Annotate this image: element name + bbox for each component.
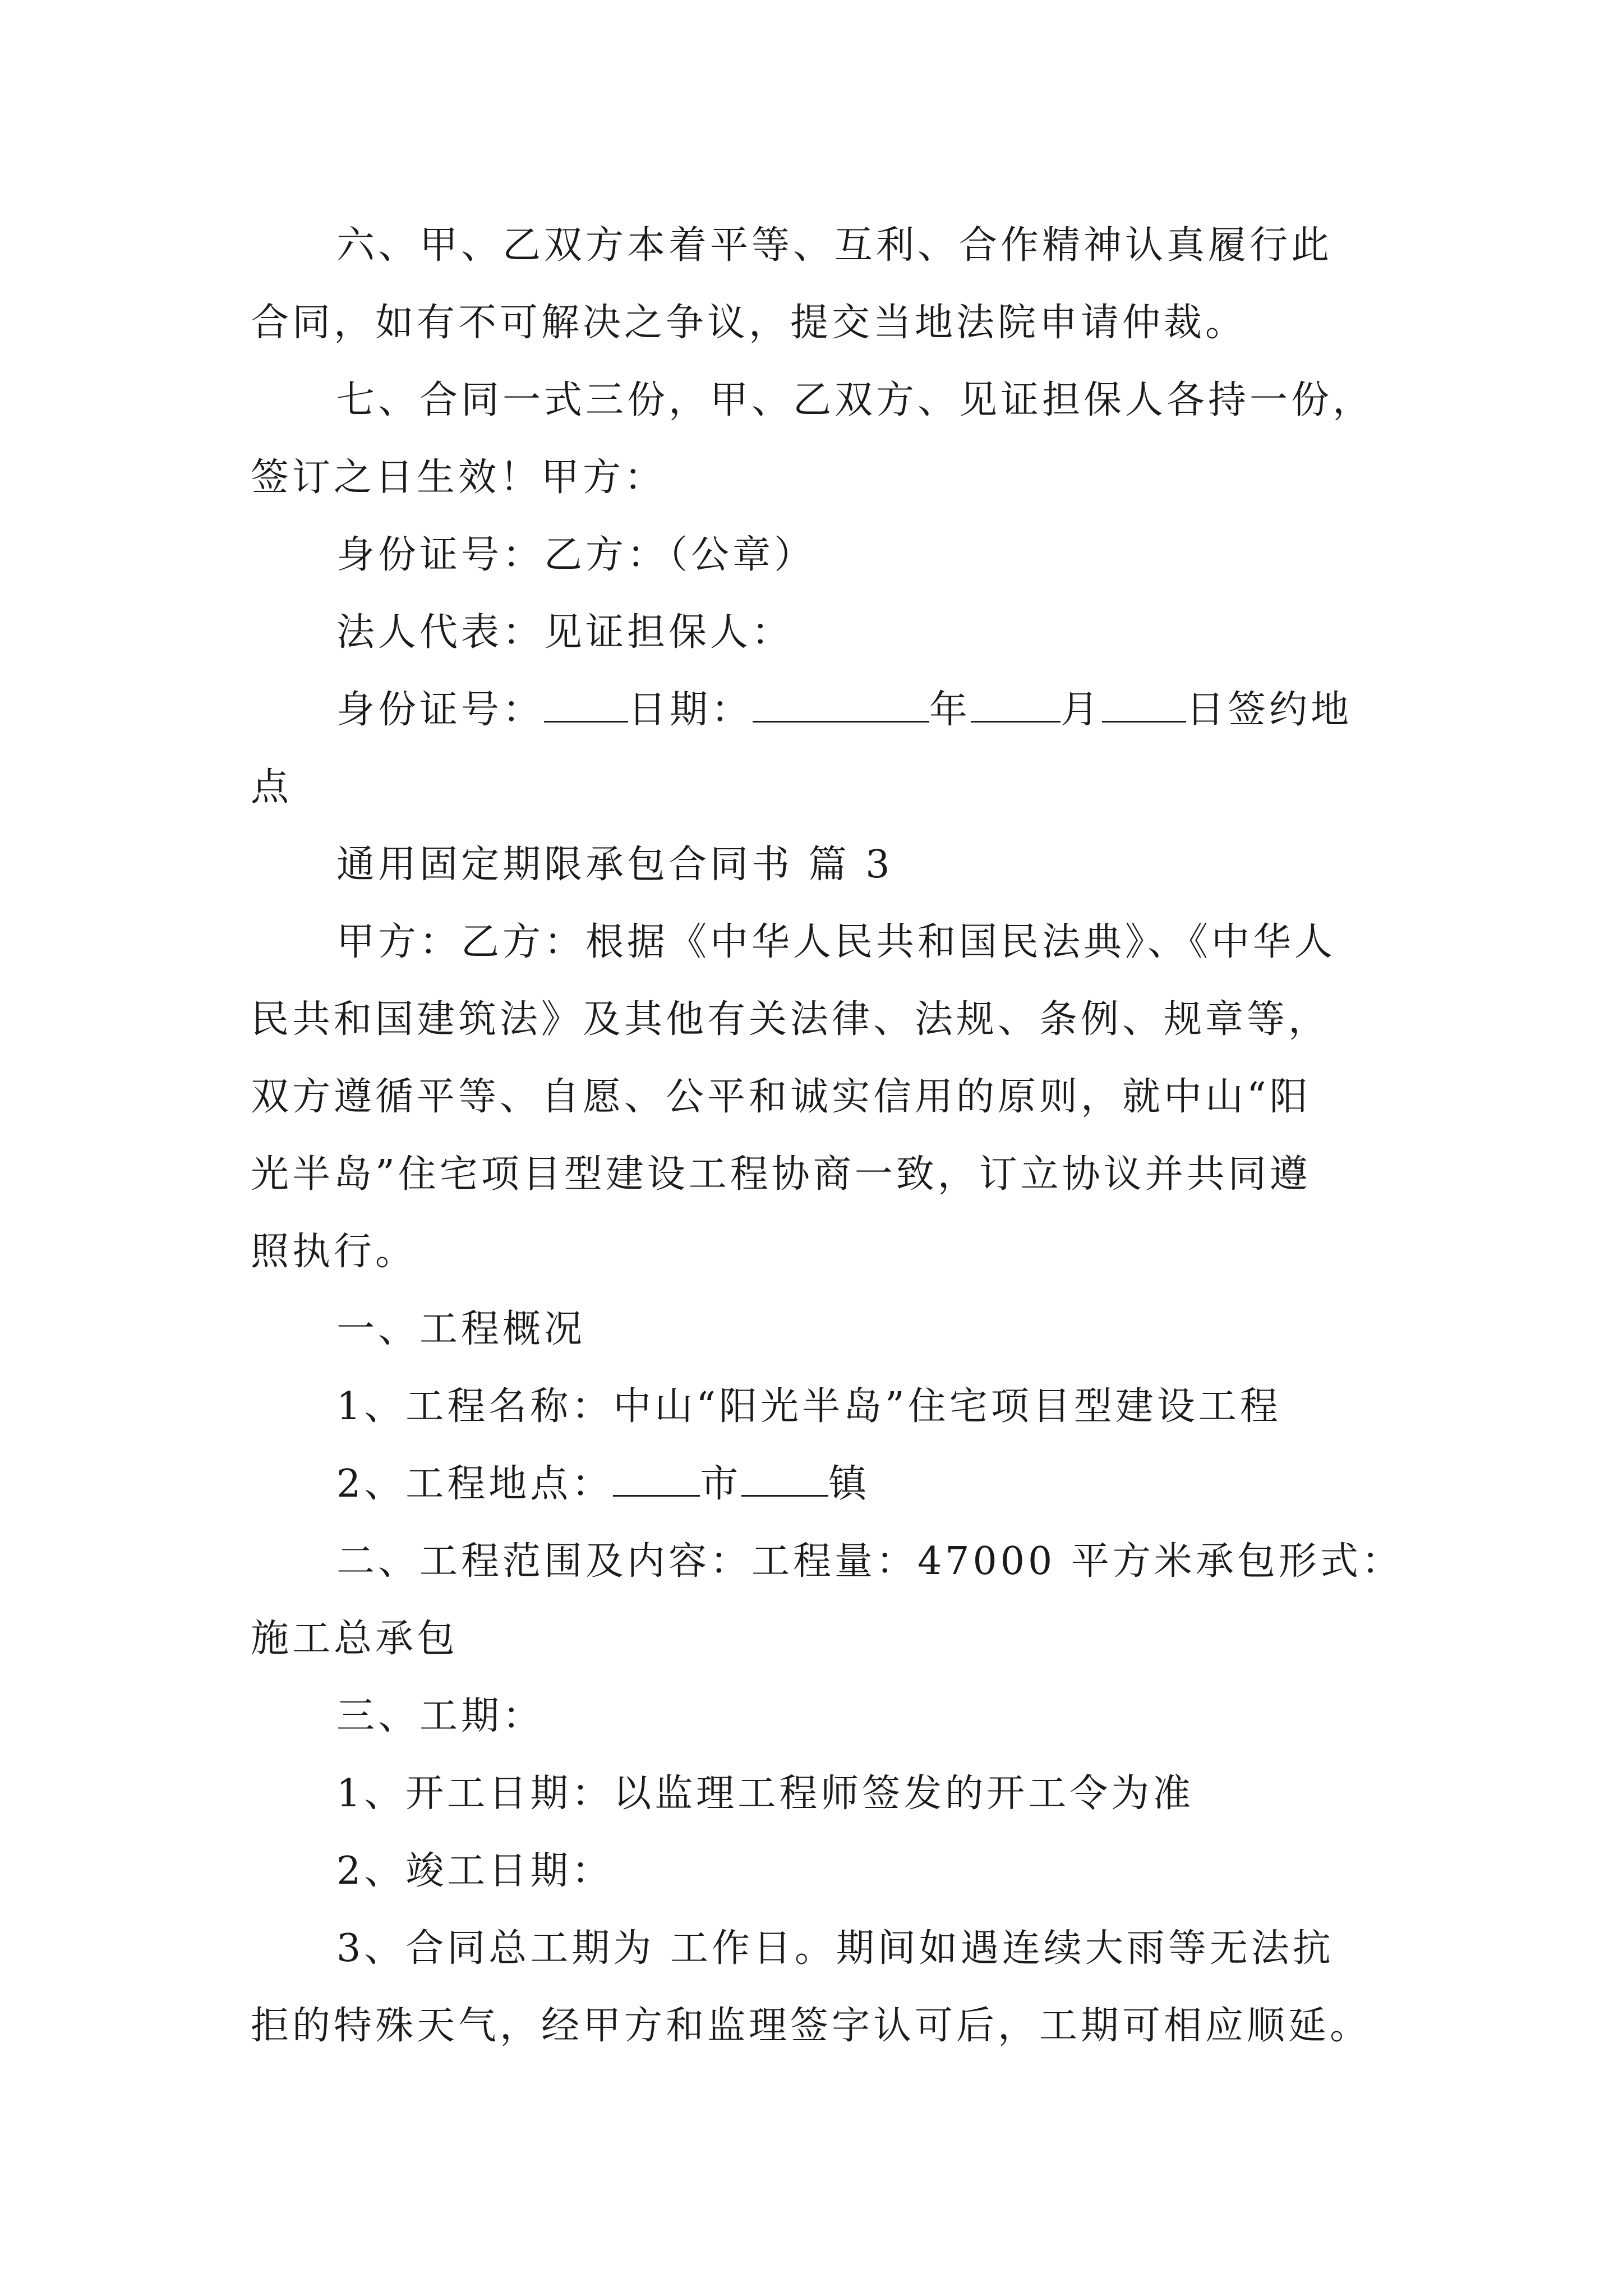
paragraph-line: 民共和国建筑法》及其他有关法律、法规、条例、规章等， bbox=[251, 997, 1330, 1042]
paragraph-line: 甲方：乙方：根据《中华人民共和国民法典》、《中华人 bbox=[336, 920, 1336, 964]
location-label: 2、工程地点： bbox=[336, 1462, 614, 1506]
paragraph-line: 光半岛”住宅项目型建设工程协商一致，订立协议并共同遵 bbox=[251, 1152, 1311, 1197]
paragraph-line: 施工总承包 bbox=[251, 1617, 459, 1661]
paragraph-line: 身份证号：乙方：（公章） bbox=[336, 533, 816, 577]
blank-line bbox=[1102, 689, 1186, 723]
project-location-line bbox=[336, 1445, 870, 1524]
paragraph-line: 点 bbox=[251, 765, 293, 809]
day-place-label: 日签约地 bbox=[1186, 688, 1353, 732]
town-label: 镇 bbox=[828, 1462, 870, 1506]
section-heading: 通用固定期限承包合同书 篇 3 bbox=[336, 843, 893, 887]
paragraph-line: 1、开工日期：以监理工程师签发的开工令为准 bbox=[336, 1772, 1195, 1816]
paragraph-line: 照执行。 bbox=[251, 1230, 417, 1274]
id-number-label: 身份证号： bbox=[336, 688, 545, 732]
paragraph-line: 双方遵循平等、自愿、公平和诚实信用的原则，就中山“阳 bbox=[251, 1075, 1311, 1119]
blank-line bbox=[753, 689, 929, 723]
paragraph-line: 三、工期： bbox=[336, 1694, 545, 1738]
city-label: 市 bbox=[700, 1462, 742, 1506]
paragraph-line: 二、工程范围及内容：工程量：47000 平方米承包形式： bbox=[336, 1539, 1403, 1584]
blank-line bbox=[971, 689, 1061, 723]
date-signing-line bbox=[336, 671, 1352, 749]
paragraph-line: 拒的特殊天气，经甲方和监理签字认可后，工期可相应顺延。 bbox=[251, 2004, 1372, 2048]
year-label: 年 bbox=[929, 688, 971, 732]
paragraph-line: 六、甲、乙双方本着平等、互利、合作精神认真履行此 bbox=[336, 223, 1333, 268]
paragraph-line: 3、合同总工期为 工作日。期间如遇连续大雨等无法抗 bbox=[336, 1926, 1334, 1971]
paragraph-line: 2、竣工日期： bbox=[336, 1849, 614, 1893]
paragraph-line: 一、工程概况 bbox=[336, 1307, 586, 1351]
blank-line bbox=[544, 689, 628, 723]
month-label: 月 bbox=[1061, 688, 1103, 732]
paragraph-line: 七、合同一式三份，甲、乙双方、见证担保人各持一份， bbox=[336, 378, 1375, 422]
paragraph-line: 签订之日生效！甲方： bbox=[251, 455, 666, 500]
blank-line bbox=[741, 1464, 828, 1497]
paragraph-line: 法人代表：见证担保人： bbox=[336, 610, 794, 655]
blank-line bbox=[613, 1464, 700, 1497]
paragraph-line: 1、工程名称：中山“阳光半岛”住宅项目型建设工程 bbox=[336, 1384, 1281, 1429]
paragraph-line: 合同，如有不可解决之争议，提交当地法院申请仲裁。 bbox=[251, 301, 1247, 345]
date-label: 日期： bbox=[628, 688, 753, 732]
